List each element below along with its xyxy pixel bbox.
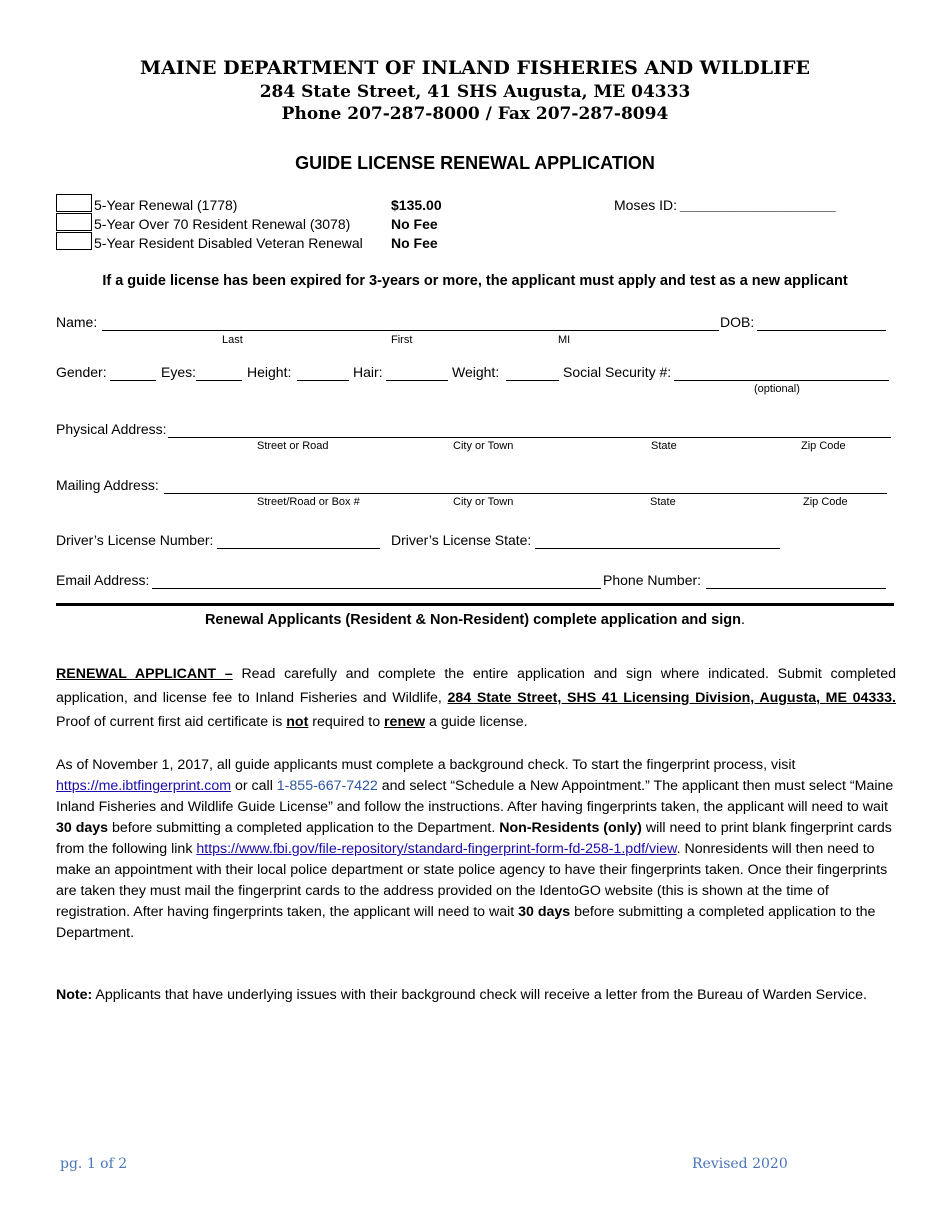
fingerprint-phone[interactable]: 1-855-667-7422 (276, 778, 378, 794)
expired-notice: If a guide license has been expired for 3-years or more, the applicant must apply and test as a new applicant (102, 273, 848, 289)
email-field[interactable] (152, 588, 601, 589)
height-label: Height: (247, 364, 292, 380)
moses-id-label: Moses ID: (614, 197, 678, 213)
moses-id-field[interactable]: ____________________ (680, 197, 836, 213)
renewal-heading: Renewal Applicants (Resident & Non-Resident) complete application and sign. (204, 612, 746, 628)
weight-field[interactable] (506, 380, 559, 381)
form-title: GUIDE LICENSE RENEWAL APPLICATION (295, 153, 655, 173)
physical-state-caption: State (651, 440, 677, 452)
option-fee: No Fee (391, 216, 438, 232)
ssn-optional-caption: (optional) (754, 383, 800, 395)
mailing-address-label: Mailing Address: (56, 477, 159, 493)
page-number: pg. 1 of 2 (60, 1156, 128, 1172)
eyes-label: Eyes: (161, 364, 197, 380)
name-label: Name: (56, 314, 98, 330)
name-mi-caption: MI (558, 334, 571, 346)
renewal-instructions: RENEWAL APPLICANT – Read carefully and complete the entire application and sign where indicated. Submit completed application, and license fee to Inland Fisheries and Wildlife, 284 State Street, SHS 41 Licensing Division, Augusta, ME 04333. Proof of current first aid certificate is not required to renew a guide license. (56, 666, 897, 730)
eyes-field[interactable] (196, 380, 242, 381)
mailing-zip-caption: Zip Code (803, 496, 848, 508)
weight-label: Weight: (452, 364, 500, 380)
dob-field[interactable] (757, 330, 886, 331)
dl-number-field[interactable] (217, 548, 380, 549)
option-label: 5-Year Resident Disabled Veteran Renewal (94, 235, 363, 251)
fingerprint-site-link[interactable]: https://me.ibtfingerprint.com (56, 778, 232, 794)
renewal-1778-checkbox[interactable] (56, 194, 92, 212)
background-check-instructions: As of November 1, 2017, all guide applicants must complete a background check. To start the fingerprint process, visit https://me.ibtfingerprint.com or call 1-855-667-7422 and select “Schedule a New Appointment.” The applicant then must select “Maine Inland Fisheries and Wildlife Guide License” and follow the instructions. After having fingerprints taken, the applicant will need to wait 30 days before submitting a completed application to the Department. Non-Residents (only) will need to print blank fingerprint cards from the following link https://www.fbi.gov/file-repository/standard-fingerprint-form-fd-258-1.pdf/view. Nonresidents will then need to make an appointment with their local police department or state police agency to have their fingerprints taken. Once their fingerprints are taken they must mail the fingerprint cards to the address provided on the IdentoGO website (this is shown at the time of registration. After having fingerprints taken, the applicant will need to wait 30 days before submitting a completed application to the Department. (56, 757, 894, 941)
dl-state-label: Driver’s License State: (391, 532, 532, 548)
physical-address-label: Physical Address: (56, 421, 167, 437)
disabled-veteran-renewal-checkbox[interactable] (56, 232, 92, 250)
hair-field[interactable] (386, 380, 448, 381)
option-label: 5-Year Over 70 Resident Renewal (3078) (94, 216, 351, 232)
email-label: Email Address: (56, 572, 150, 588)
dl-state-field[interactable] (535, 548, 780, 549)
agency-address: 284 State Street, 41 SHS Augusta, ME 04333 (259, 82, 691, 102)
revision-date: Revised 2020 (692, 1156, 788, 1172)
height-field[interactable] (297, 380, 349, 381)
agency-name: MAINE DEPARTMENT OF INLAND FISHERIES AND WILDLIFE (140, 57, 810, 79)
physical-zip-caption: Zip Code (801, 440, 846, 452)
mailing-city-caption: City or Town (453, 496, 514, 508)
agency-contact: Phone 207-287-8000 / Fax 207-287-8094 (281, 104, 669, 124)
ssn-field[interactable] (674, 380, 889, 381)
phone-label: Phone Number: (603, 572, 702, 588)
option-fee: $135.00 (391, 197, 442, 213)
background-note: Note: Applicants that have underlying issues with their background check will receive a letter from the Bureau of Warden Service. (56, 987, 867, 1003)
option-fee: No Fee (391, 235, 438, 251)
gender-field[interactable] (110, 380, 156, 381)
ssn-label: Social Security #: (563, 364, 672, 380)
mailing-address-field[interactable] (164, 493, 887, 494)
over-70-renewal-checkbox[interactable] (56, 213, 92, 231)
name-last-caption: Last (222, 334, 243, 346)
name-first-caption: First (391, 334, 413, 346)
dob-label: DOB: (720, 314, 755, 330)
name-field[interactable] (102, 330, 719, 331)
physical-city-caption: City or Town (453, 440, 514, 452)
dl-number-label: Driver’s License Number: (56, 532, 214, 548)
hair-label: Hair: (353, 364, 383, 380)
physical-address-field[interactable] (168, 437, 891, 438)
gender-label: Gender: (56, 364, 107, 380)
fbi-fingerprint-form-link[interactable]: https://www.fbi.gov/file-repository/standard-fingerprint-form-fd-258-1.pdf/view (196, 841, 677, 857)
phone-field[interactable] (706, 588, 886, 589)
mailing-street-caption: Street/Road or Box # (257, 496, 360, 508)
physical-street-caption: Street or Road (257, 440, 329, 452)
mailing-state-caption: State (650, 496, 676, 508)
section-divider (56, 603, 894, 606)
option-label: 5-Year Renewal (1778) (94, 197, 238, 213)
